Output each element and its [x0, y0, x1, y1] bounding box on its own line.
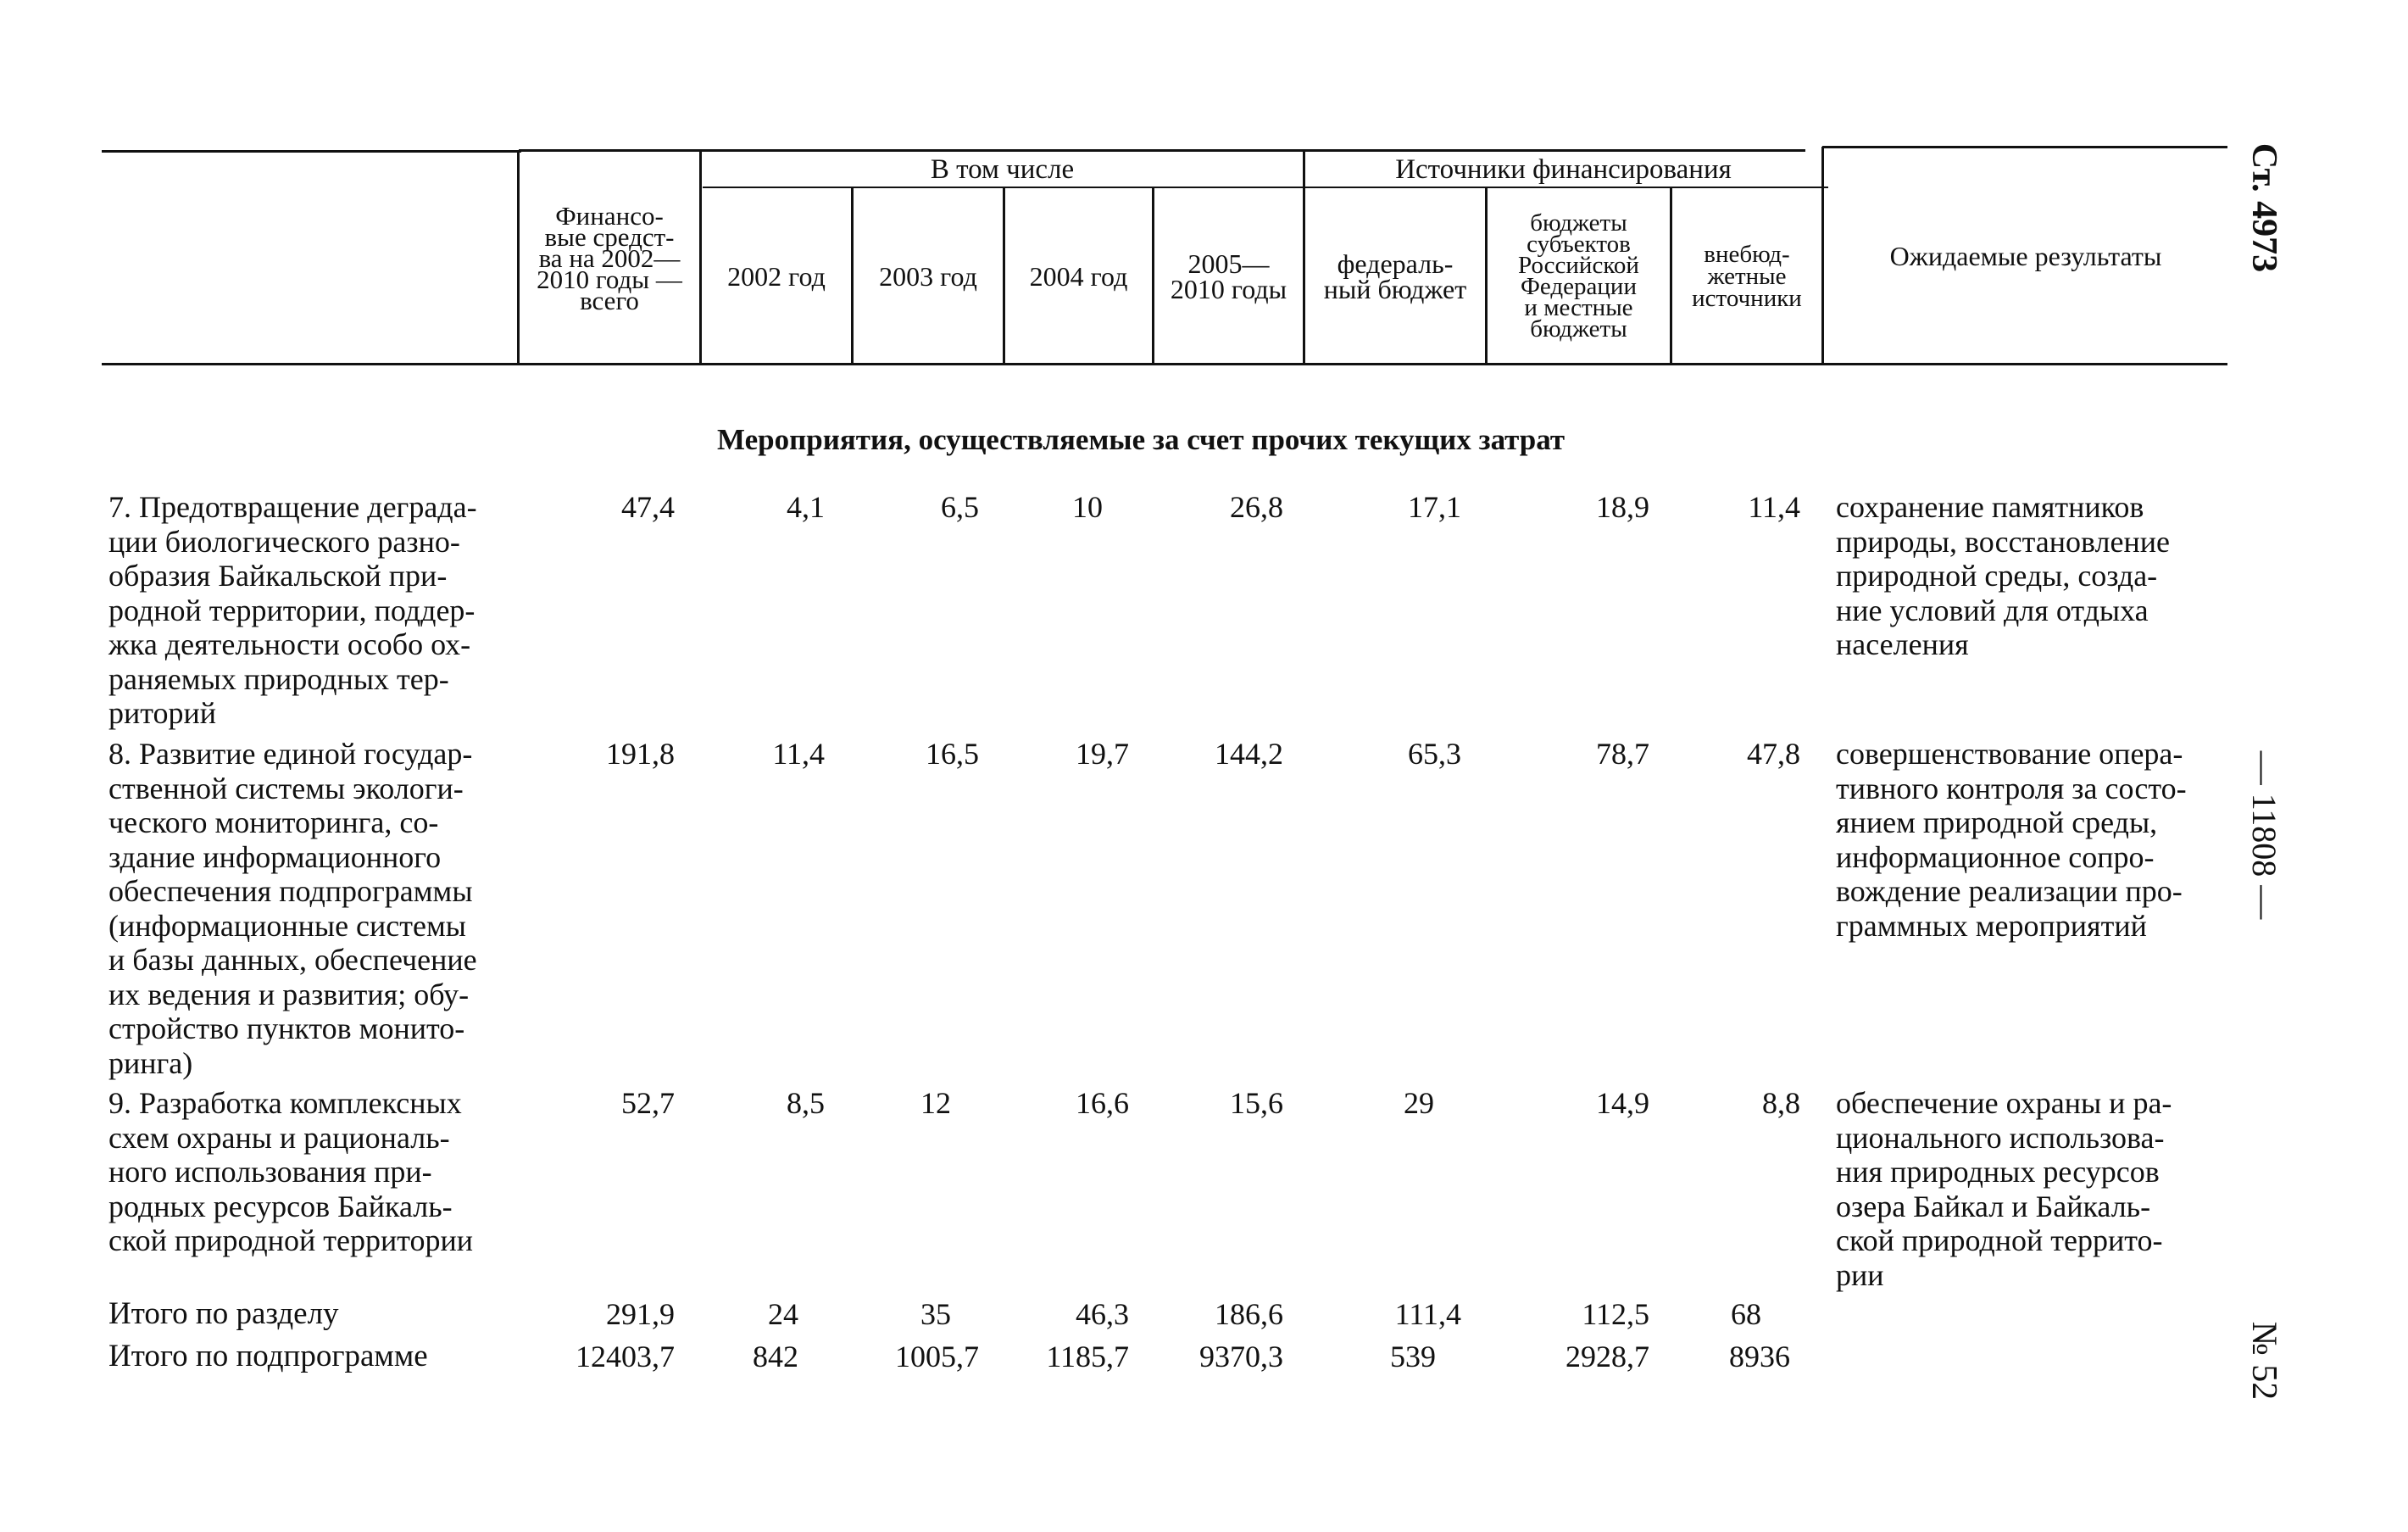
cell-extra: 68 [1731, 1297, 1761, 1331]
cell-2004: 46,3 [1076, 1297, 1129, 1331]
cell-regional: 2928,7 [1565, 1340, 1649, 1373]
header-group-sources: Источники финансирования [1395, 154, 1732, 185]
cell-2002: 11,4 [772, 737, 825, 771]
row-activity-name: 8. Развитие единой государ- ственной системы экологи- ческого мониторинга, со- здание информационного обеспечения подпрограммы (информационные системы и базы данных, обеспечение их ведения и развития; обу- стройство пунктов монито- ринга) [108, 737, 477, 1080]
cell-total: 191,8 [606, 737, 675, 771]
header-year-2003: 2003 год [879, 260, 977, 292]
header-group-years: В том числе [930, 154, 1075, 185]
cell-2004: 16,6 [1076, 1086, 1129, 1120]
cell-regional: 78,7 [1596, 737, 1649, 771]
header-federal-budget: федераль- ный бюджет [1323, 248, 1467, 304]
row-expected-result: обеспечение охраны и ра- ционального использова- ния природных ресурсов озера Байкал и Байкаль- ской природной террито- рии [1836, 1086, 2172, 1292]
cell-federal: 29 [1404, 1086, 1434, 1120]
cell-2002: 842 [753, 1340, 798, 1373]
cell-2005-2010: 186,6 [1215, 1297, 1283, 1331]
header-group-rule [703, 187, 1828, 188]
row-activity-name: 7. Предотвращение деграда- ции биологического разно- образия Байкальской при- родной территории, поддер- жка деятельности особо ох- раняемых природных тер- риторий [108, 490, 477, 730]
total-label: Итого по подпрограмме [108, 1339, 428, 1373]
cell-2005-2010: 26,8 [1230, 490, 1283, 524]
cell-2002: 8,5 [787, 1086, 825, 1120]
header-extra-budget: внебюд- жетные источники [1692, 241, 1802, 312]
header-regional-budgets: бюджеты субъектов Российской Федерации и местные бюджеты [1518, 209, 1639, 343]
cell-2004: 19,7 [1076, 737, 1129, 771]
cell-extra: 11,4 [1748, 490, 1800, 524]
cell-regional: 18,9 [1596, 490, 1649, 524]
row-expected-result: сохранение памятников природы, восстановление природной среды, созда- ние условий для отдыха населения [1836, 490, 2170, 661]
cell-2002: 24 [768, 1297, 798, 1331]
cell-total: 52,7 [621, 1086, 675, 1120]
total-label: Итого по разделу [108, 1296, 339, 1331]
section-title: Мероприятия, осуществляемые за счет прочих текущих затрат [717, 423, 1565, 456]
cell-federal: 111,4 [1394, 1297, 1461, 1331]
cell-extra: 47,8 [1747, 737, 1800, 771]
header-top-rule [1822, 146, 2227, 148]
cell-2005-2010: 144,2 [1215, 737, 1283, 771]
header-bottom-rule [102, 363, 2227, 365]
issue-number: № 52 [2244, 1321, 2283, 1401]
cell-federal: 65,3 [1408, 737, 1461, 771]
row-expected-result: совершенствование опера- тивного контроля за состо- янием природной среды, информационное сопро- вождение реализации про- граммных мероприятий [1836, 737, 2187, 943]
cell-total: 47,4 [621, 490, 675, 524]
header-total-funding: Финансо- вые средст- ва на 2002— 2010 годы — всего [537, 200, 682, 315]
cell-regional: 14,9 [1596, 1086, 1649, 1120]
header-year-2002: 2002 год [727, 260, 826, 292]
cell-2004: 1185,7 [1046, 1340, 1129, 1373]
cell-total: 291,9 [606, 1297, 675, 1331]
cell-extra: 8,8 [1762, 1086, 1800, 1120]
article-number: Ст. 4973 [2244, 142, 2283, 273]
header-year-2004: 2004 год [1029, 260, 1128, 292]
row-activity-name: 9. Разработка комплексных схем охраны и рациональ- ного использования при- родных ресурсов Байкаль- ской природной территории [108, 1086, 474, 1257]
cell-2002: 4,1 [787, 490, 825, 524]
header-years-2005-2010: 2005— 2010 годы [1170, 248, 1287, 304]
page-number: — 11808 — [2245, 750, 2283, 920]
cell-extra: 8936 [1729, 1340, 1790, 1373]
cell-regional: 112,5 [1582, 1297, 1649, 1331]
cell-2003: 1005,7 [895, 1340, 979, 1373]
header-expected-results: Ожидаемые результаты [1889, 240, 2162, 271]
cell-2005-2010: 9370,3 [1199, 1340, 1283, 1373]
cell-2003: 12 [920, 1086, 951, 1120]
cell-2003: 16,5 [926, 737, 979, 771]
cell-total: 12403,7 [576, 1340, 675, 1373]
cell-federal: 17,1 [1408, 490, 1461, 524]
header-top-rule [519, 149, 1805, 152]
cell-2004: 10 [1072, 490, 1103, 524]
cell-federal: 539 [1390, 1340, 1436, 1373]
cell-2003: 35 [920, 1297, 951, 1331]
cell-2003: 6,5 [941, 490, 979, 524]
cell-2005-2010: 15,6 [1230, 1086, 1283, 1120]
header-top-rule [102, 150, 521, 153]
